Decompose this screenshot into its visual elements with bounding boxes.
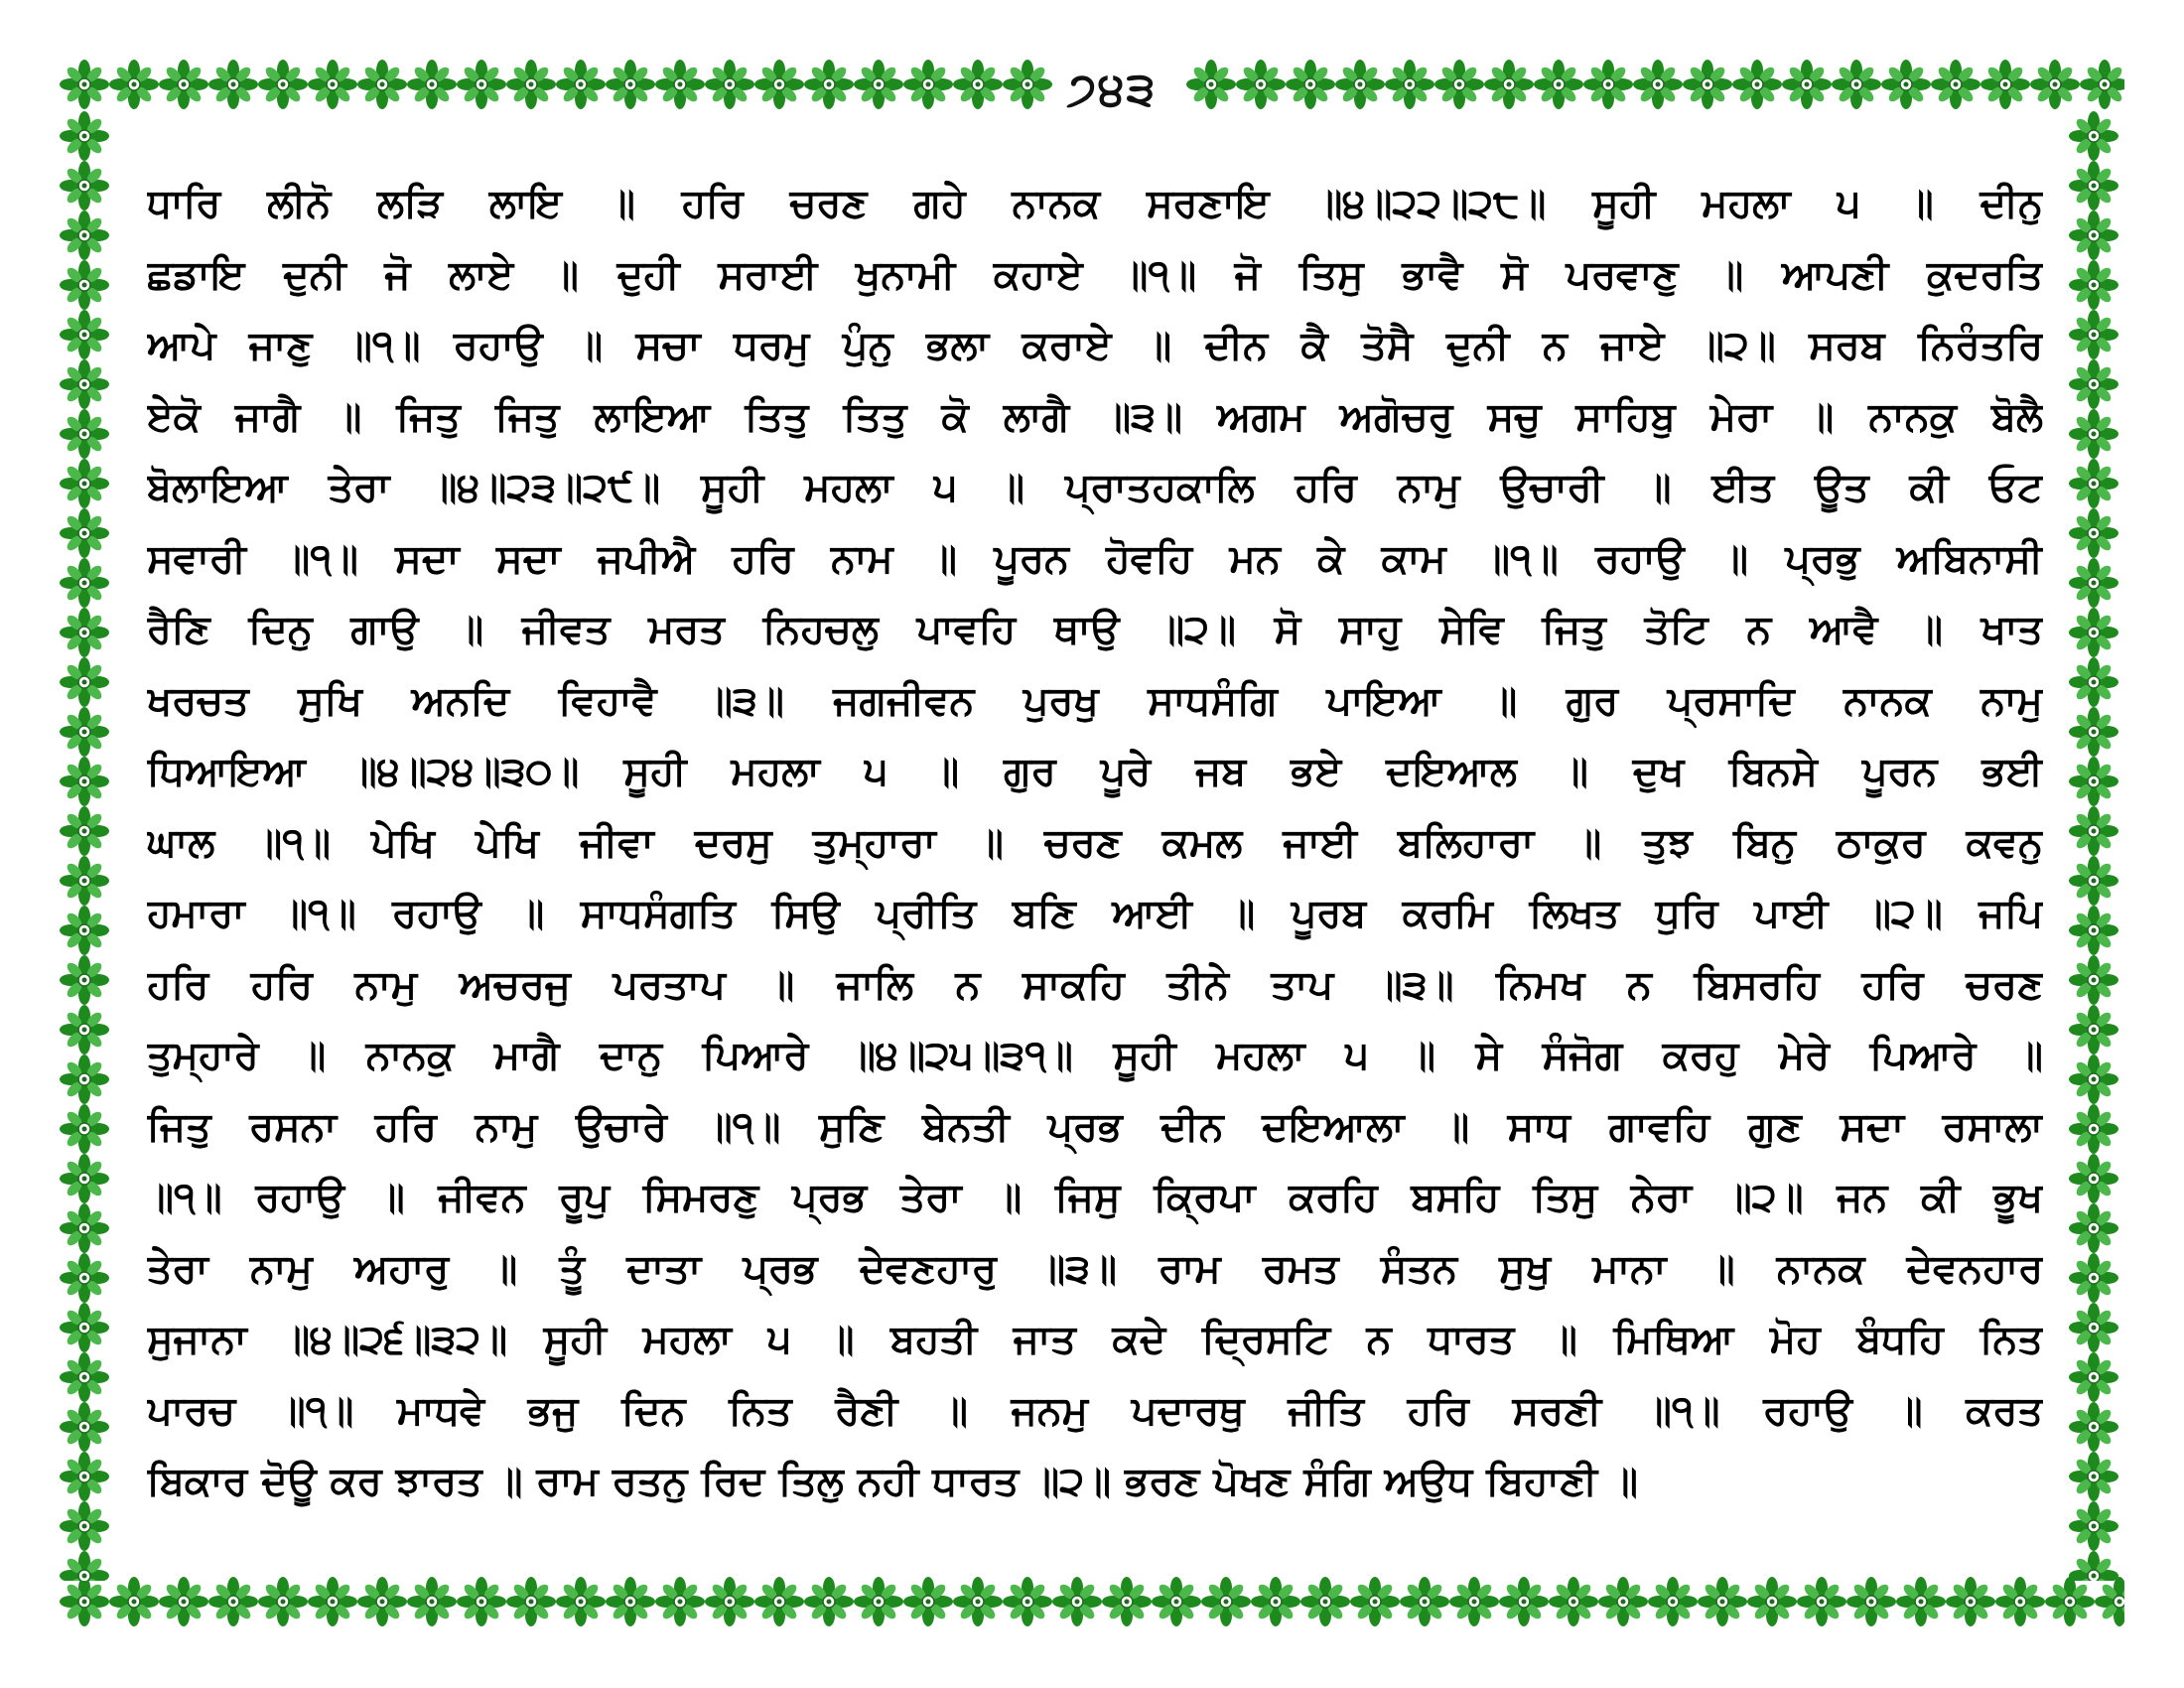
text-line: ਬਿਕਾਰ ਦੋਊ ਕਰ ਝਾਰਤ ॥ ਰਾਮ ਰਤਨੁ ਰਿਦ ਤਿਲੁ ਨਹੀ ਧਾਰਤ ॥੨॥ ਭਰਣ ਪੋਖਣ ਸੰਗਿ ਅਉਧ ਬਿਹਾਣੀ ॥ (147, 1459, 1638, 1504)
flower-icon (1499, 1577, 1549, 1626)
text-line: ਤੁਮ੍ਹਾਰੇ ॥ ਨਾਨਕੁ ਮਾਗੈ ਦਾਨੁ ਪਿਆਰੇ ॥੪॥੨੫॥੩੧॥ ਸੂਹੀ ਮਹਲਾ ੫ ॥ ਸੇ ਸੰਜੋਗ ਕਰਹੁ ਮੇਰੇ ਪਿਆਰੇ ॥ (147, 1033, 2043, 1078)
flower-icon (60, 359, 109, 409)
flower-icon (2069, 906, 2118, 955)
flower-icon (407, 1577, 457, 1626)
border-right (2069, 111, 2124, 1581)
flower-icon (1698, 1577, 1747, 1626)
flower-icon (60, 1577, 109, 1626)
flower-icon (60, 310, 109, 359)
flower-icon (60, 757, 109, 806)
flower-icon (60, 1203, 109, 1253)
flower-icon (1797, 1577, 1846, 1626)
flower-icon (60, 906, 109, 955)
flower-icon (2069, 657, 2118, 707)
flower-icon (60, 211, 109, 260)
flower-icon (953, 1577, 1003, 1626)
flower-icon (2069, 1104, 2118, 1154)
text-line: ਹਮਾਰਾ ॥੧॥ ਰਹਾਉ ॥ ਸਾਧਸੰਗਤਿ ਸਿਉ ਪ੍ਰੀਤਿ ਬਣਿ ਆਈ ॥ ਪੂਰਬ ਕਰਮਿ ਲਿਖਤ ਧੁਰਿ ਪਾਈ ॥੨॥ ਜਪਿ (147, 891, 2043, 936)
flower-icon (2069, 1452, 2118, 1501)
flower-icon (60, 508, 109, 558)
flower-icon (60, 111, 109, 161)
flower-icon (60, 1501, 109, 1551)
flower-icon (60, 60, 109, 109)
flower-icon (2069, 1402, 2118, 1452)
flower-icon (2080, 60, 2124, 109)
flower-icon (1052, 1577, 1102, 1626)
flower-icon (60, 1352, 109, 1402)
page-number: ੭੪੩ (1066, 62, 1158, 115)
flower-icon (506, 1577, 556, 1626)
text-line: ਤੇਰਾ ਨਾਮੁ ਅਹਾਰੁ ॥ ਤੂੰ ਦਾਤਾ ਪ੍ਰਭ ਦੇਵਣਹਾਰੁ ॥੩॥ ਰਾਮ ਰਮਤ ਸੰਤਨ ਸੁਖੁ ਮਾਨਾ ॥ ਨਾਨਕ ਦੇਵਨਹਾਰ (147, 1245, 2043, 1292)
text-line: ਸਵਾਰੀ ॥੧॥ ਸਦਾ ਸਦਾ ਜਪੀਐ ਹਰਿ ਨਾਮ ॥ ਪੂਰਨ ਹੋਵਹਿ ਮਨ ਕੇ ਕਾਮ ॥੧॥ ਰਹਾਉ ॥ ਪ੍ਰਭੁ ਅਬਿਨਾਸੀ (147, 535, 2043, 582)
text-line: ਜਿਤੁ ਰਸਨਾ ਹਰਿ ਨਾਮੁ ਉਚਾਰੇ ॥੧॥ ਸੁਣਿ ਬੇਨਤੀ ਪ੍ਰਭ ਦੀਨ ਦਇਆਲਾ ॥ ਸਾਧ ਗਾਵਹਿ ਗੁਣ ਸਦਾ ਰਸਾਲਾ (147, 1103, 2043, 1150)
flower-icon (1251, 1577, 1300, 1626)
flower-icon (1484, 60, 1534, 109)
flower-icon (903, 1577, 953, 1626)
flower-icon (357, 1577, 407, 1626)
text-line: ਘਾਲ ॥੧॥ ਪੇਖਿ ਪੇਖਿ ਜੀਵਾ ਦਰਸੁ ਤੁਮ੍ਹਾਰਾ ॥ ਚਰਣ ਕਮਲ ਜਾਈ ਬਲਿਹਾਰਾ ॥ ਤੁਝ ਬਿਨੁ ਠਾਕੁਰ ਕਵਨੁ (147, 819, 2043, 866)
flower-icon (2069, 1551, 2118, 1581)
flower-icon (2069, 608, 2118, 657)
border-top-right (1186, 60, 2124, 115)
text-line: ਹਰਿ ਹਰਿ ਨਾਮੁ ਅਚਰਜੁ ਪਰਤਾਪ ॥ ਜਾਲਿ ਨ ਸਾਕਹਿ ਤੀਨੇ ਤਾਪ ॥੩॥ ਨਿਮਖ ਨ ਬਿਸਰਹਿ ਹਰਿ ਚਰਣ (147, 961, 2043, 1008)
flower-icon (2069, 359, 2118, 409)
flower-icon (357, 60, 407, 109)
flower-icon (1980, 60, 2030, 109)
flower-icon (2069, 955, 2118, 1005)
flower-icon (208, 1577, 258, 1626)
flower-icon (903, 60, 953, 109)
flower-icon (258, 60, 308, 109)
border-top-left (60, 60, 1052, 115)
flower-icon (208, 60, 258, 109)
flower-icon (457, 60, 506, 109)
flower-icon (2069, 459, 2118, 508)
scripture-text (147, 169, 2043, 1518)
flower-icon (2069, 1303, 2118, 1352)
flower-icon (1102, 1577, 1152, 1626)
flower-icon (655, 60, 705, 109)
border-bottom (60, 1577, 2124, 1632)
flower-icon (60, 856, 109, 906)
flower-icon (754, 60, 804, 109)
text-line: ਖਰਚਤ ਸੁਖਿ ਅਨਦਿ ਵਿਹਾਵੈ ॥੩॥ ਜਗਜੀਵਨ ਪੁਰਖੁ ਸਾਧਸੰਗਿ ਪਾਇਆ ॥ ਗੁਰ ਪ੍ਰਸਾਦਿ ਨਾਨਕ ਨਾਮੁ (147, 677, 2043, 724)
flower-icon (1583, 60, 1633, 109)
flower-icon (2069, 111, 2118, 161)
flower-icon (606, 60, 655, 109)
flower-icon (2069, 1501, 2118, 1551)
flower-icon (1946, 1577, 1995, 1626)
flower-icon (1449, 1577, 1499, 1626)
flower-icon (804, 1577, 854, 1626)
flower-icon (1335, 60, 1385, 109)
flower-icon (308, 60, 357, 109)
flower-icon (1747, 1577, 1797, 1626)
flower-icon (556, 60, 606, 109)
flower-icon (60, 1551, 109, 1581)
flower-icon (1881, 60, 1931, 109)
flower-icon (2069, 1253, 2118, 1303)
flower-icon (2069, 260, 2118, 310)
flower-icon (159, 1577, 208, 1626)
flower-icon (854, 60, 903, 109)
flower-icon (1598, 1577, 1648, 1626)
flower-icon (705, 60, 754, 109)
flower-icon (2069, 310, 2118, 359)
flower-icon (60, 1005, 109, 1055)
flower-icon (60, 806, 109, 856)
flower-icon (1186, 60, 1236, 109)
flower-icon (804, 60, 854, 109)
text-line: ॥੧॥ ਰਹਾਉ ॥ ਜੀਵਨ ਰੂਪੁ ਸਿਮਰਣੁ ਪ੍ਰਭ ਤੇਰਾ ॥ ਜਿਸੁ ਕ੍ਰਿਪਾ ਕਰਹਿ ਬਸਹਿ ਤਿਸੁ ਨੇਰਾ ॥੨॥ ਜਨ ਕੀ ਭੂਖ (147, 1175, 2043, 1220)
flower-icon (1896, 1577, 1946, 1626)
flower-icon (2069, 1203, 2118, 1253)
flower-icon (1286, 60, 1335, 109)
flower-icon (1648, 1577, 1698, 1626)
flower-icon (258, 1577, 308, 1626)
flower-icon (1995, 1577, 2045, 1626)
flower-icon (2069, 856, 2118, 906)
flower-icon (854, 1577, 903, 1626)
flower-icon (1400, 1577, 1449, 1626)
flower-icon (2095, 1577, 2124, 1626)
flower-icon (308, 1577, 357, 1626)
flower-icon (2069, 1154, 2118, 1203)
flower-icon (60, 1303, 109, 1352)
flower-icon (1782, 60, 1832, 109)
flower-icon (60, 409, 109, 459)
flower-icon (60, 955, 109, 1005)
flower-icon (60, 1154, 109, 1203)
flower-icon (159, 60, 208, 109)
flower-icon (2069, 806, 2118, 856)
flower-icon (2069, 757, 2118, 806)
flower-icon (457, 1577, 506, 1626)
flower-icon (60, 608, 109, 657)
flower-icon (109, 1577, 159, 1626)
text-line: ਪਾਰਚ ॥੧॥ ਮਾਧਵੇ ਭਜੁ ਦਿਨ ਨਿਤ ਰੈਣੀ ॥ ਜਨਮੁ ਪਦਾਰਥੁ ਜੀਤਿ ਹਰਿ ਸਰਣੀ ॥੧॥ ਰਹਾਉ ॥ ਕਰਤ (147, 1387, 2043, 1434)
text-line: ਧਿਆਇਆ ॥੪॥੨੪॥੩੦॥ ਸੂਹੀ ਮਹਲਾ ੫ ॥ ਗੁਰ ਪੂਰੇ ਜਬ ਭਏ ਦਇਆਲ ॥ ਦੁਖ ਬਿਨਸੇ ਪੂਰਨ ਭਈ (147, 749, 2043, 794)
flower-icon (2069, 161, 2118, 211)
flower-icon (556, 1577, 606, 1626)
text-line: ਬੋਲਾਇਆ ਤੇਰਾ ॥੪॥੨੩॥੨੯॥ ਸੂਹੀ ਮਹਲਾ ੫ ॥ ਪ੍ਰਾਤਹਕਾਲਿ ਹਰਿ ਨਾਮੁ ਉਚਾਰੀ ॥ ਈਤ ਊਤ ਕੀ ਓਟ (147, 465, 2043, 510)
flower-icon (1732, 60, 1782, 109)
flower-icon (109, 60, 159, 109)
flower-icon (1350, 1577, 1400, 1626)
flower-icon (60, 260, 109, 310)
flower-icon (506, 60, 556, 109)
flower-icon (2069, 1055, 2118, 1104)
flower-icon (1549, 1577, 1598, 1626)
flower-icon (1534, 60, 1583, 109)
flower-icon (2069, 211, 2118, 260)
flower-icon (1434, 60, 1484, 109)
flower-icon (60, 1452, 109, 1501)
flower-icon (60, 707, 109, 757)
text-line: ਆਪੇ ਜਾਣੁ ॥੧॥ ਰਹਾਉ ॥ ਸਚਾ ਧਰਮੁ ਪੁੰਨੁ ਭਲਾ ਕਰਾਏ ॥ ਦੀਨ ਕੈ ਤੋਸੈ ਦੁਨੀ ਨ ਜਾਏ ॥੨॥ ਸਰਬ ਨਿਰੰਤਰਿ (147, 323, 2043, 368)
flower-icon (60, 1253, 109, 1303)
flower-icon (1300, 1577, 1350, 1626)
flower-icon (60, 459, 109, 508)
flower-icon (1003, 1577, 1052, 1626)
flower-icon (1236, 60, 1286, 109)
flower-icon (1846, 1577, 1896, 1626)
flower-icon (953, 60, 1003, 109)
flower-icon (1931, 60, 1980, 109)
text-line: ਧਾਰਿ ਲੀਨੋ ਲੜਿ ਲਾਇ ॥ ਹਰਿ ਚਰਣ ਗਹੇ ਨਾਨਕ ਸਰਣਾਇ ॥੪॥੨੨॥੨੮॥ ਸੂਹੀ ਮਹਲਾ ੫ ॥ ਦੀਨੁ (147, 181, 2043, 226)
flower-icon (407, 60, 457, 109)
flower-icon (60, 161, 109, 211)
flower-icon (1832, 60, 1881, 109)
flower-icon (1683, 60, 1732, 109)
text-line: ਸੁਜਾਨਾ ॥੪॥੨੬॥੩੨॥ ਸੂਹੀ ਮਹਲਾ ੫ ॥ ਬਹਤੀ ਜਾਤ ਕਦੇ ਦ੍ਰਿਸਟਿ ਨ ਧਾਰਤ ॥ ਮਿਥਿਆ ਮੋਹ ਬੰਧਹਿ ਨਿਤ (147, 1317, 2043, 1362)
flower-icon (2045, 1577, 2095, 1626)
flower-icon (2069, 707, 2118, 757)
flower-icon (2069, 1005, 2118, 1055)
flower-icon (2069, 508, 2118, 558)
flower-icon (60, 657, 109, 707)
flower-icon (2069, 558, 2118, 608)
text-line: ਏਕੋ ਜਾਗੈ ॥ ਜਿਤੁ ਜਿਤੁ ਲਾਇਆ ਤਿਤੁ ਤਿਤੁ ਕੋ ਲਾਗੈ ॥੩॥ ਅਗਮ ਅਗੋਚਰੁ ਸਚੁ ਸਾਹਿਬੁ ਮੇਰਾ ॥ ਨਾਨਕੁ ਬੋਲੈ (147, 393, 2043, 440)
text-line: ਛਡਾਇ ਦੁਨੀ ਜੋ ਲਾਏ ॥ ਦੁਹੀ ਸਰਾਈ ਖੁਨਾਮੀ ਕਹਾਏ ॥੧॥ ਜੋ ਤਿਸੁ ਭਾਵੈ ਸੋ ਪਰਵਾਣੁ ॥ ਆਪਣੀ ਕੁਦਰਤਿ (147, 251, 2043, 298)
flower-icon (2030, 60, 2080, 109)
flower-icon (754, 1577, 804, 1626)
flower-icon (60, 1055, 109, 1104)
flower-icon (705, 1577, 754, 1626)
text-line: ਰੈਣਿ ਦਿਨੁ ਗਾਉ ॥ ਜੀਵਤ ਮਰਤ ਨਿਹਚਲੁ ਪਾਵਹਿ ਥਾਉ ॥੨॥ ਸੋ ਸਾਹੁ ਸੇਵਿ ਜਿਤੁ ਤੋਟਿ ਨ ਆਵੈ ॥ ਖਾਤ (147, 607, 2043, 652)
flower-icon (606, 1577, 655, 1626)
flower-icon (2069, 1352, 2118, 1402)
flower-icon (1201, 1577, 1251, 1626)
flower-icon (60, 558, 109, 608)
flower-icon (1633, 60, 1683, 109)
flower-icon (60, 1402, 109, 1452)
flower-icon (60, 1104, 109, 1154)
flower-icon (2069, 409, 2118, 459)
flower-icon (655, 1577, 705, 1626)
flower-icon (1385, 60, 1434, 109)
border-left (60, 111, 115, 1581)
flower-icon (1152, 1577, 1201, 1626)
